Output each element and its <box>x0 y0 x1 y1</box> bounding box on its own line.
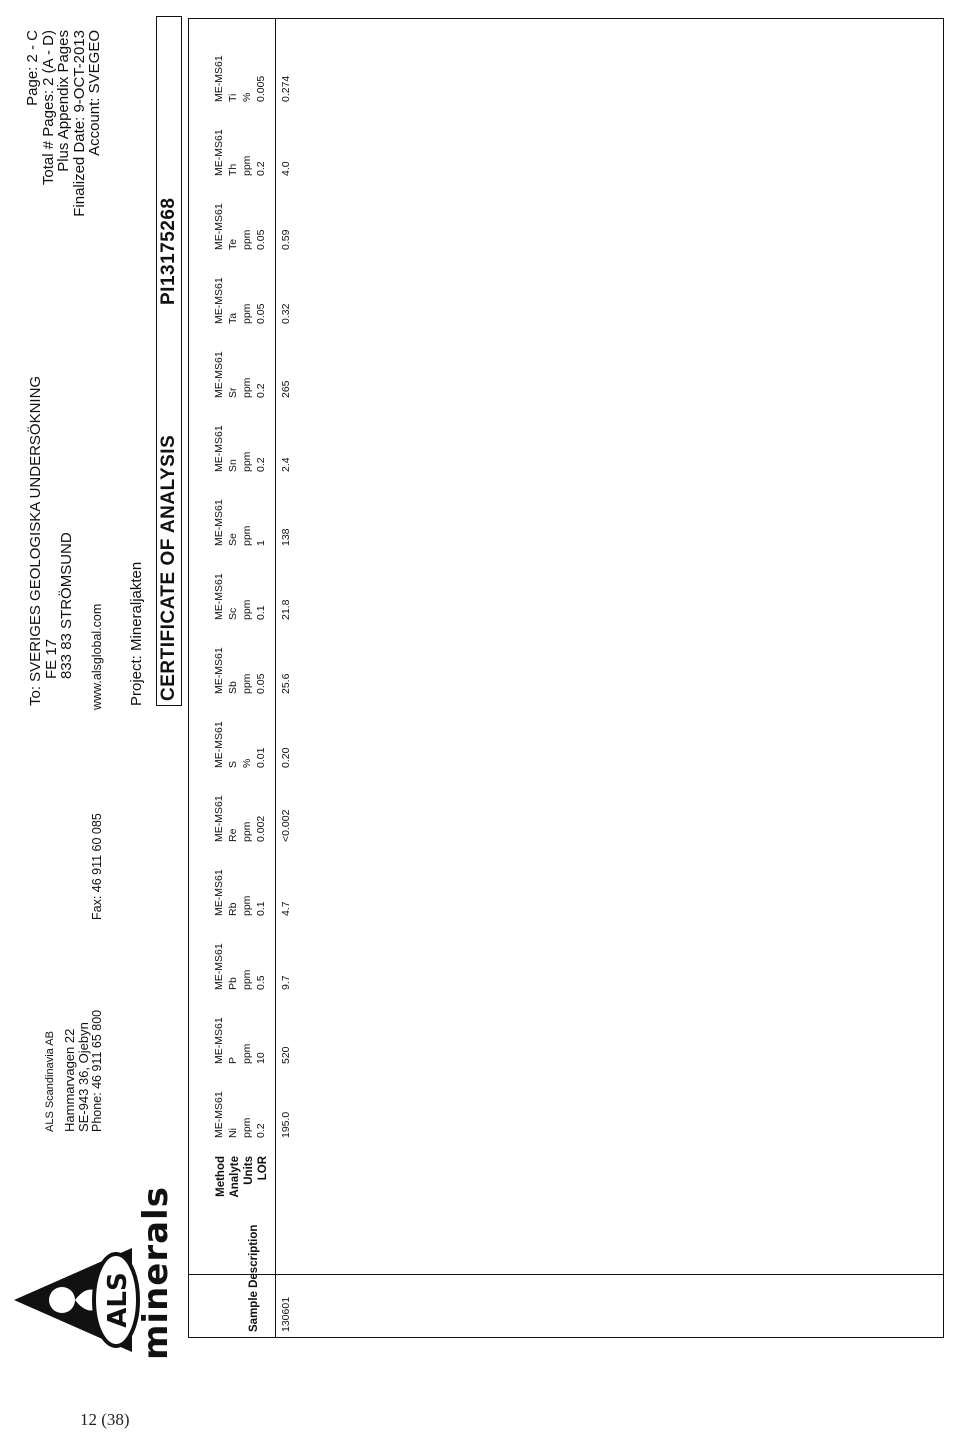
units: % <box>241 758 253 768</box>
lor: 0.05 <box>255 229 267 250</box>
method: ME-MS61 <box>213 129 225 176</box>
page-info <box>25 30 103 217</box>
table-cell: 0.20 <box>280 747 292 768</box>
table-cell: 4.7 <box>280 901 292 916</box>
method: ME-MS61 <box>213 1091 225 1138</box>
units: ppm <box>241 303 253 324</box>
analyte: Sc <box>227 607 239 620</box>
method: ME-MS61 <box>213 425 225 472</box>
lab-fax: Fax: 46 911 60 085 <box>90 813 104 920</box>
table-cell: 0.32 <box>280 303 292 324</box>
units: ppm <box>241 1043 253 1064</box>
method: ME-MS61 <box>213 499 225 546</box>
lor: 0.2 <box>255 457 267 472</box>
column-header <box>212 869 268 916</box>
project-name: Project: Mineraljakten <box>128 561 145 706</box>
lor: 0.01 <box>255 747 267 768</box>
analyte: Ti <box>227 93 239 102</box>
lor: 10 <box>255 1052 267 1064</box>
analyte: Ta <box>227 312 239 324</box>
lab-address-2: SE-943 36, Ojebyn <box>76 1022 91 1132</box>
column-header <box>212 129 268 176</box>
table-cell: 520 <box>280 1046 292 1064</box>
units: % <box>241 92 253 102</box>
units: ppm <box>241 1117 253 1138</box>
method: ME-MS61 <box>213 55 225 102</box>
logo-word: minerals <box>136 1186 176 1360</box>
analyte: Sn <box>227 459 239 472</box>
row-labels <box>214 1156 270 1400</box>
column-header <box>212 1017 268 1064</box>
page-label: Page: 2 - C <box>24 30 41 106</box>
column-header <box>212 425 268 472</box>
row-label-method: Method <box>215 1156 227 1197</box>
lor: 0.2 <box>255 161 267 176</box>
sample-column-divider-body <box>275 1274 944 1275</box>
units: ppm <box>241 673 253 694</box>
analyte: Th <box>227 163 239 176</box>
table-cell: 21.8 <box>280 599 292 620</box>
lor: 0.5 <box>255 975 267 990</box>
table-cell: 195.0 <box>280 1111 292 1138</box>
sample-description-header: Sample Description <box>248 1224 260 1332</box>
table-cell: 25.6 <box>280 673 292 694</box>
column-header <box>212 795 268 842</box>
column-header <box>212 55 268 102</box>
analyte: P <box>227 1056 239 1064</box>
analyte: Pb <box>227 977 239 990</box>
page-number: 12 (38) <box>80 1410 130 1429</box>
units: ppm <box>241 821 253 842</box>
column-header <box>212 203 268 250</box>
units: ppm <box>241 229 253 250</box>
units: ppm <box>241 525 253 546</box>
analyte: Se <box>227 533 239 546</box>
finalized-date: Finalized Date: 9-OCT-2013 <box>70 30 88 217</box>
column-header <box>212 573 268 620</box>
column-header <box>212 721 268 768</box>
column-header <box>212 499 268 546</box>
units: ppm <box>241 451 253 472</box>
table-cell: 0.274 <box>280 75 292 102</box>
table-cell: <0.002 <box>280 809 292 842</box>
lor: 0.2 <box>255 383 267 398</box>
analyte: Te <box>227 238 239 250</box>
method: ME-MS61 <box>213 351 225 398</box>
analyte: Sr <box>227 387 239 398</box>
units: ppm <box>241 969 253 990</box>
method: ME-MS61 <box>213 869 225 916</box>
lor: 0.002 <box>255 815 267 842</box>
lab-website: www.alsglobal.com <box>90 603 104 710</box>
certificate-id: PI13175268 <box>158 197 179 305</box>
method: ME-MS61 <box>213 721 225 768</box>
units: ppm <box>241 895 253 916</box>
recipient-line-1: To: SVERIGES GEOLOGISKA UNDERSÖKNING <box>27 375 44 706</box>
table-cell: 0.59 <box>280 229 292 250</box>
method: ME-MS61 <box>213 943 225 990</box>
column-header <box>212 1091 268 1138</box>
sample-id: 130601 <box>280 1296 292 1332</box>
column-header <box>212 351 268 398</box>
header-divider <box>275 18 276 1338</box>
lor: 0.05 <box>255 303 267 324</box>
recipient-block <box>28 376 75 706</box>
row-label-analyte: Analyte <box>229 1156 241 1198</box>
column-header <box>212 277 268 324</box>
table-cell: 265 <box>280 380 292 398</box>
appendix-pages: Plus Appendix Pages <box>55 30 73 172</box>
analyte: Re <box>227 828 239 842</box>
lab-name: ALS Scandinavia AB <box>44 1031 56 1132</box>
lor: 0.2 <box>255 1123 267 1138</box>
lab-address-1: Hammarvagen 22 <box>62 1028 77 1132</box>
method: ME-MS61 <box>213 203 225 250</box>
lor: 1 <box>255 540 267 546</box>
column-header <box>212 647 268 694</box>
analyte: Rb <box>227 902 239 916</box>
method: ME-MS61 <box>213 277 225 324</box>
method: ME-MS61 <box>213 647 225 694</box>
method: ME-MS61 <box>213 1017 225 1064</box>
analyte: Sb <box>227 681 239 694</box>
certificate-title: CERTIFICATE OF ANALYSIS <box>158 434 179 701</box>
lor: 0.1 <box>255 901 267 916</box>
row-label-units: Units <box>243 1156 255 1185</box>
row-label-lor: LOR <box>257 1156 269 1181</box>
units: ppm <box>241 599 253 620</box>
analyte: Ni <box>227 1128 239 1138</box>
column-header <box>212 943 268 990</box>
table-cell: 138 <box>280 528 292 546</box>
logo-text: ALS <box>103 1272 133 1328</box>
method: ME-MS61 <box>213 795 225 842</box>
certificate-title-box <box>156 16 182 706</box>
recipient-line-3: 833 83 STRÖMSUND <box>58 532 75 679</box>
lor: 0.005 <box>255 75 267 102</box>
table-cell: 9.7 <box>280 975 292 990</box>
lab-phone: Phone: 46 911 65 800 <box>90 1009 104 1132</box>
results-table <box>188 18 944 1338</box>
table-cell: 4.0 <box>280 161 292 176</box>
units: ppm <box>241 377 253 398</box>
total-pages: Total # Pages: 2 (A - D) <box>39 30 57 186</box>
table-cell: 2.4 <box>280 457 292 472</box>
recipient-line-2: FE 17 <box>42 638 60 679</box>
analyte: S <box>227 760 239 768</box>
lor: 0.05 <box>255 673 267 694</box>
method: ME-MS61 <box>213 573 225 620</box>
lor: 0.1 <box>255 605 267 620</box>
account: Account: SVEGEO <box>86 30 104 156</box>
units: ppm <box>241 155 253 176</box>
